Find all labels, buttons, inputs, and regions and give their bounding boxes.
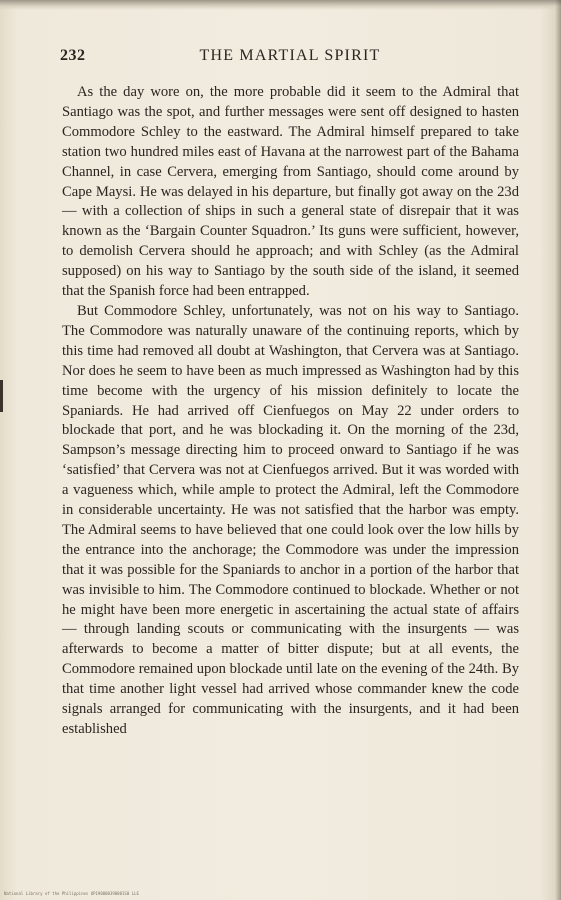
right-edge-shadow — [555, 0, 561, 900]
scan-footer: National Library of the Philippines UP190000390001S0 LLE — [4, 891, 139, 896]
top-edge-shadow — [0, 0, 561, 10]
paragraph: As the day wore on, the more probable did it seem to the Admiral that Santiago was the spot, and further messages were sent off designed to hasten Commodore Schley to the eastward. The Admiral himself prepared to take station two hundred miles east of Havana at the narrowest part of the Bahama Channel, in case Cervera, emerging from Santiago, should come around by Cape Maysi. He was delayed in his departure, but finally got away on the 23d — with a collection of ships in such a general state of disrepair that it was known as the ‘Bargain Counter Squadron.’ Its guns were sufficient, however, to demolish Cervera should he approach; and with Schley (as the Admiral supposed) on his way to Santiago by the south side of the island, it seemed that the Spanish force had been entrapped. — [62, 84, 519, 300]
body-text — [62, 83, 519, 740]
page-header — [60, 47, 520, 67]
running-head: THE MARTIAL SPIRIT — [199, 47, 381, 64]
paragraph: But Commodore Schley, unfortunately, was not on his way to Santiago. The Commodore was naturally unaware of the continuing reports, which by this time had removed all doubt at Washington, that Cervera was at Santiago. Nor does he seem to have been as much impressed as Washington had by this time become with the urgency of his mission definitely to locate the Spaniards. He had arrived off Cienfuegos on May 22 under orders to blockade that port, and he was blockading it. On the morning of the 23d, Sampson’s message directing him to proceed onward to Santiago if he was ‘satisfied’ that Cervera was not at Cienfuegos arrived. But it was worded with a vagueness which, while ample to protect the Admiral, left the Commodore in considerable uncertainty. He was not satisfied that the harbor was empty. The Admiral seems to have believed that one could look over the low hills by the entrance into the anchorage; the Commodore was under the impression that it was possible for the Spaniards to anchor in a portion of the harbor that was invisible to him. The Commodore continued to blockade. Whether or not he might have been more energetic in ascertaining the actual state of affairs — through landing scouts or communicating with the insurgents — was afterwards to become a matter of bitter dispute; but at all events, the Commodore remained upon blockade until late on the evening of the 24th. By that time another light vessel had arrived whose commander knew the code signals arranged for communicating with the insurgents, and it had been established — [62, 302, 519, 737]
page-number: 232 — [60, 47, 86, 64]
left-margin-mark — [0, 380, 3, 412]
